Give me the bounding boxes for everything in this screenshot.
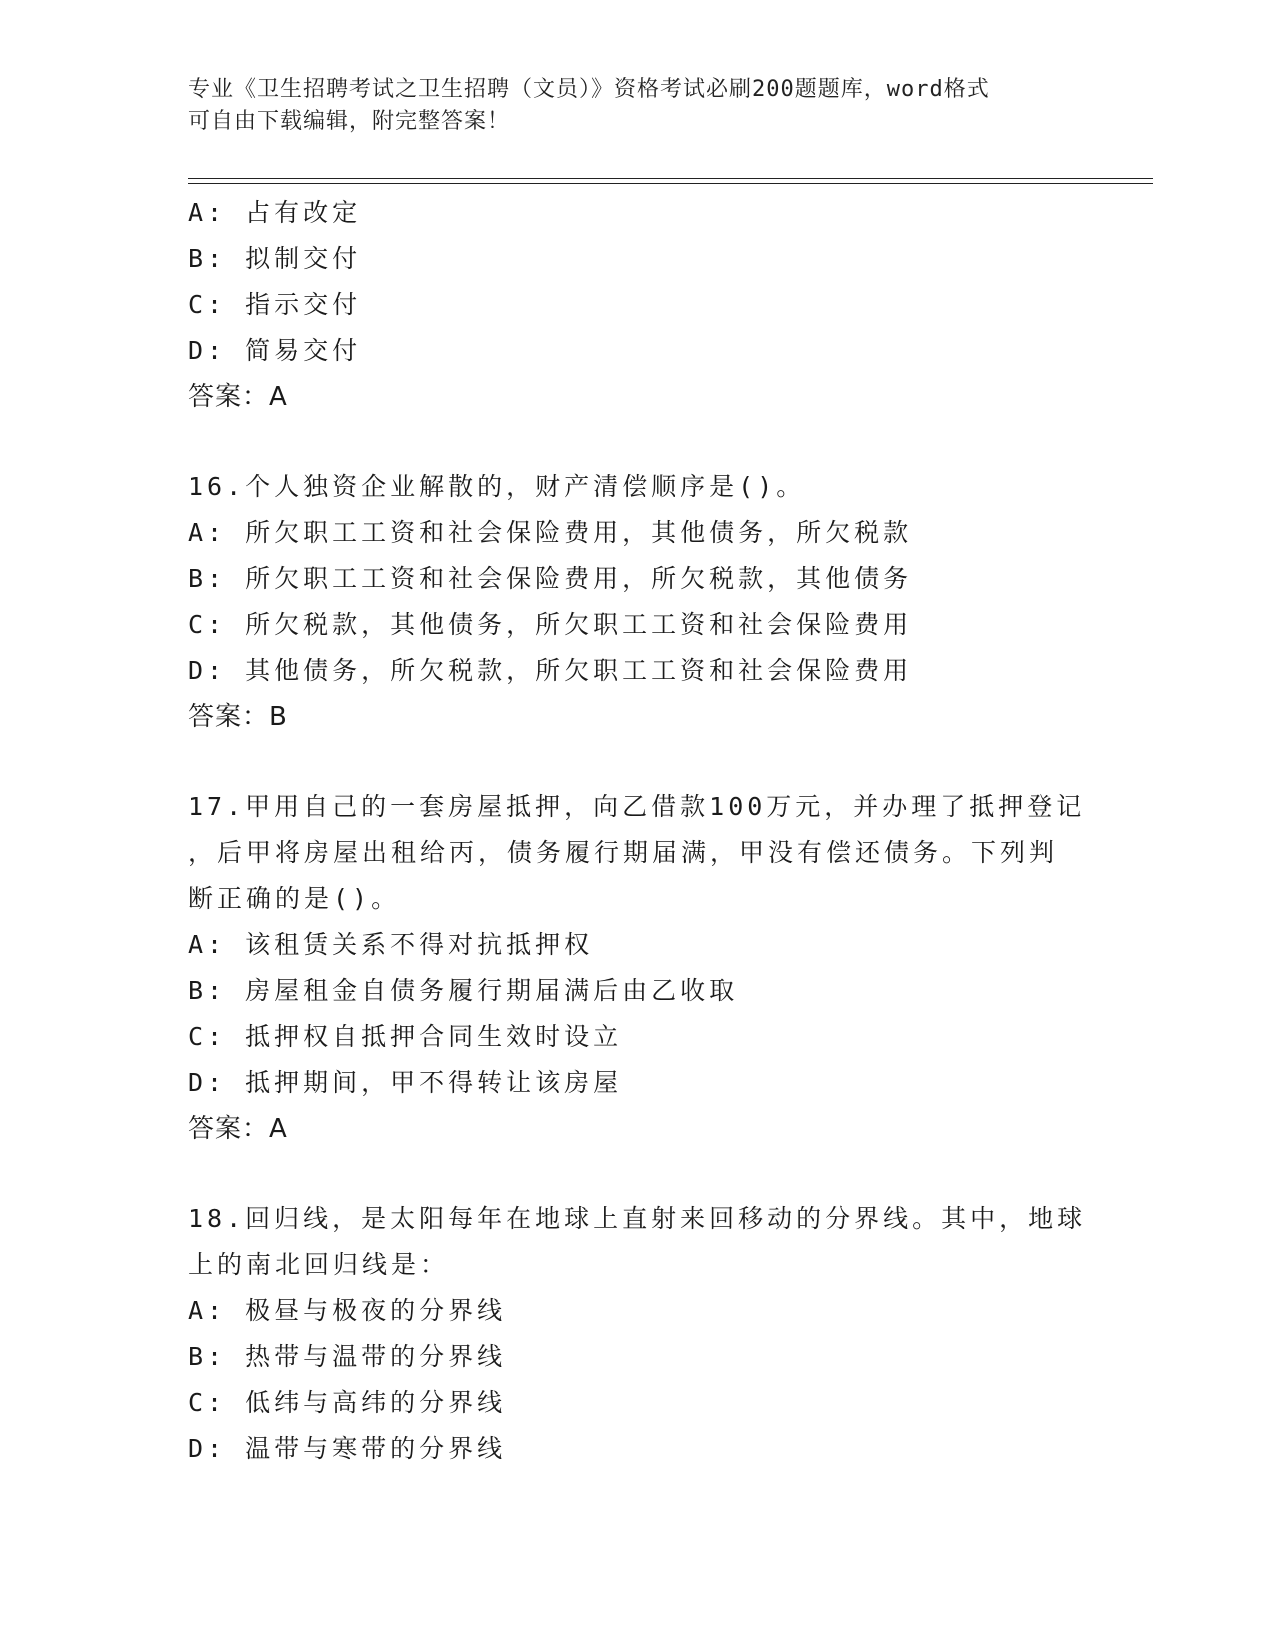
option-a: A: 该租赁关系不得对抗抵押权 — [188, 930, 594, 959]
header-line-1: 专业《卫生招聘考试之卫生招聘（文员）》资格考试必刷200题题库，word格式 — [188, 77, 990, 102]
option-c: C: 低纬与高纬的分界线 — [188, 1388, 507, 1417]
option-c: C: 所欠税款，其他债务，所欠职工工资和社会保险费用 — [188, 610, 913, 639]
option-a: A: 所欠职工工资和社会保险费用，其他债务，所欠税款 — [188, 518, 913, 547]
option-b: B: 拟制交付 — [188, 244, 362, 273]
question-18 — [188, 1196, 1088, 1472]
question-16 — [188, 464, 1088, 740]
option-d: D: 抵押期间，甲不得转让该房屋 — [188, 1068, 623, 1097]
question-stem: 上的南北回归线是： — [188, 1250, 450, 1279]
question-15 — [188, 190, 1088, 420]
answer-line: 答案：A — [188, 382, 288, 412]
question-stem: 18.回归线，是太阳每年在地球上直射来回移动的分界线。其中，地球 — [188, 1204, 1087, 1233]
question-spacer — [188, 1152, 1088, 1196]
question-stem: 17.甲用自己的一套房屋抵押，向乙借款100万元，并办理了抵押登记 — [188, 792, 1086, 821]
option-b: B: 所欠职工工资和社会保险费用，所欠税款，其他债务 — [188, 564, 913, 593]
option-b: B: 房屋租金自债务履行期届满后由乙收取 — [188, 976, 739, 1005]
header-divider-bottom — [188, 183, 1153, 184]
option-d: D: 简易交付 — [188, 336, 362, 365]
option-c: C: 指示交付 — [188, 290, 362, 319]
question-stem: ，后甲将房屋出租给丙，债务履行期届满，甲没有偿还债务。下列判 — [188, 838, 1059, 867]
header-line-2: 可自由下载编辑，附完整答案！ — [188, 109, 511, 134]
question-spacer — [188, 740, 1088, 784]
option-b: B: 热带与温带的分界线 — [188, 1342, 507, 1371]
document-header — [188, 74, 1068, 138]
question-stem: 断正确的是()。 — [188, 884, 401, 913]
question-17 — [188, 784, 1088, 1152]
option-a: A: 极昼与极夜的分界线 — [188, 1296, 507, 1325]
option-d: D: 温带与寒带的分界线 — [188, 1434, 507, 1463]
question-list — [188, 190, 1088, 1472]
answer-line: 答案：B — [188, 702, 288, 732]
question-stem: 16.个人独资企业解散的，财产清偿顺序是()。 — [188, 472, 806, 501]
answer-line: 答案：A — [188, 1114, 288, 1144]
option-c: C: 抵押权自抵押合同生效时设立 — [188, 1022, 623, 1051]
option-a: A: 占有改定 — [188, 198, 362, 227]
option-d: D: 其他债务，所欠税款，所欠职工工资和社会保险费用 — [188, 656, 913, 685]
header-divider-top — [188, 178, 1153, 179]
question-spacer — [188, 420, 1088, 464]
